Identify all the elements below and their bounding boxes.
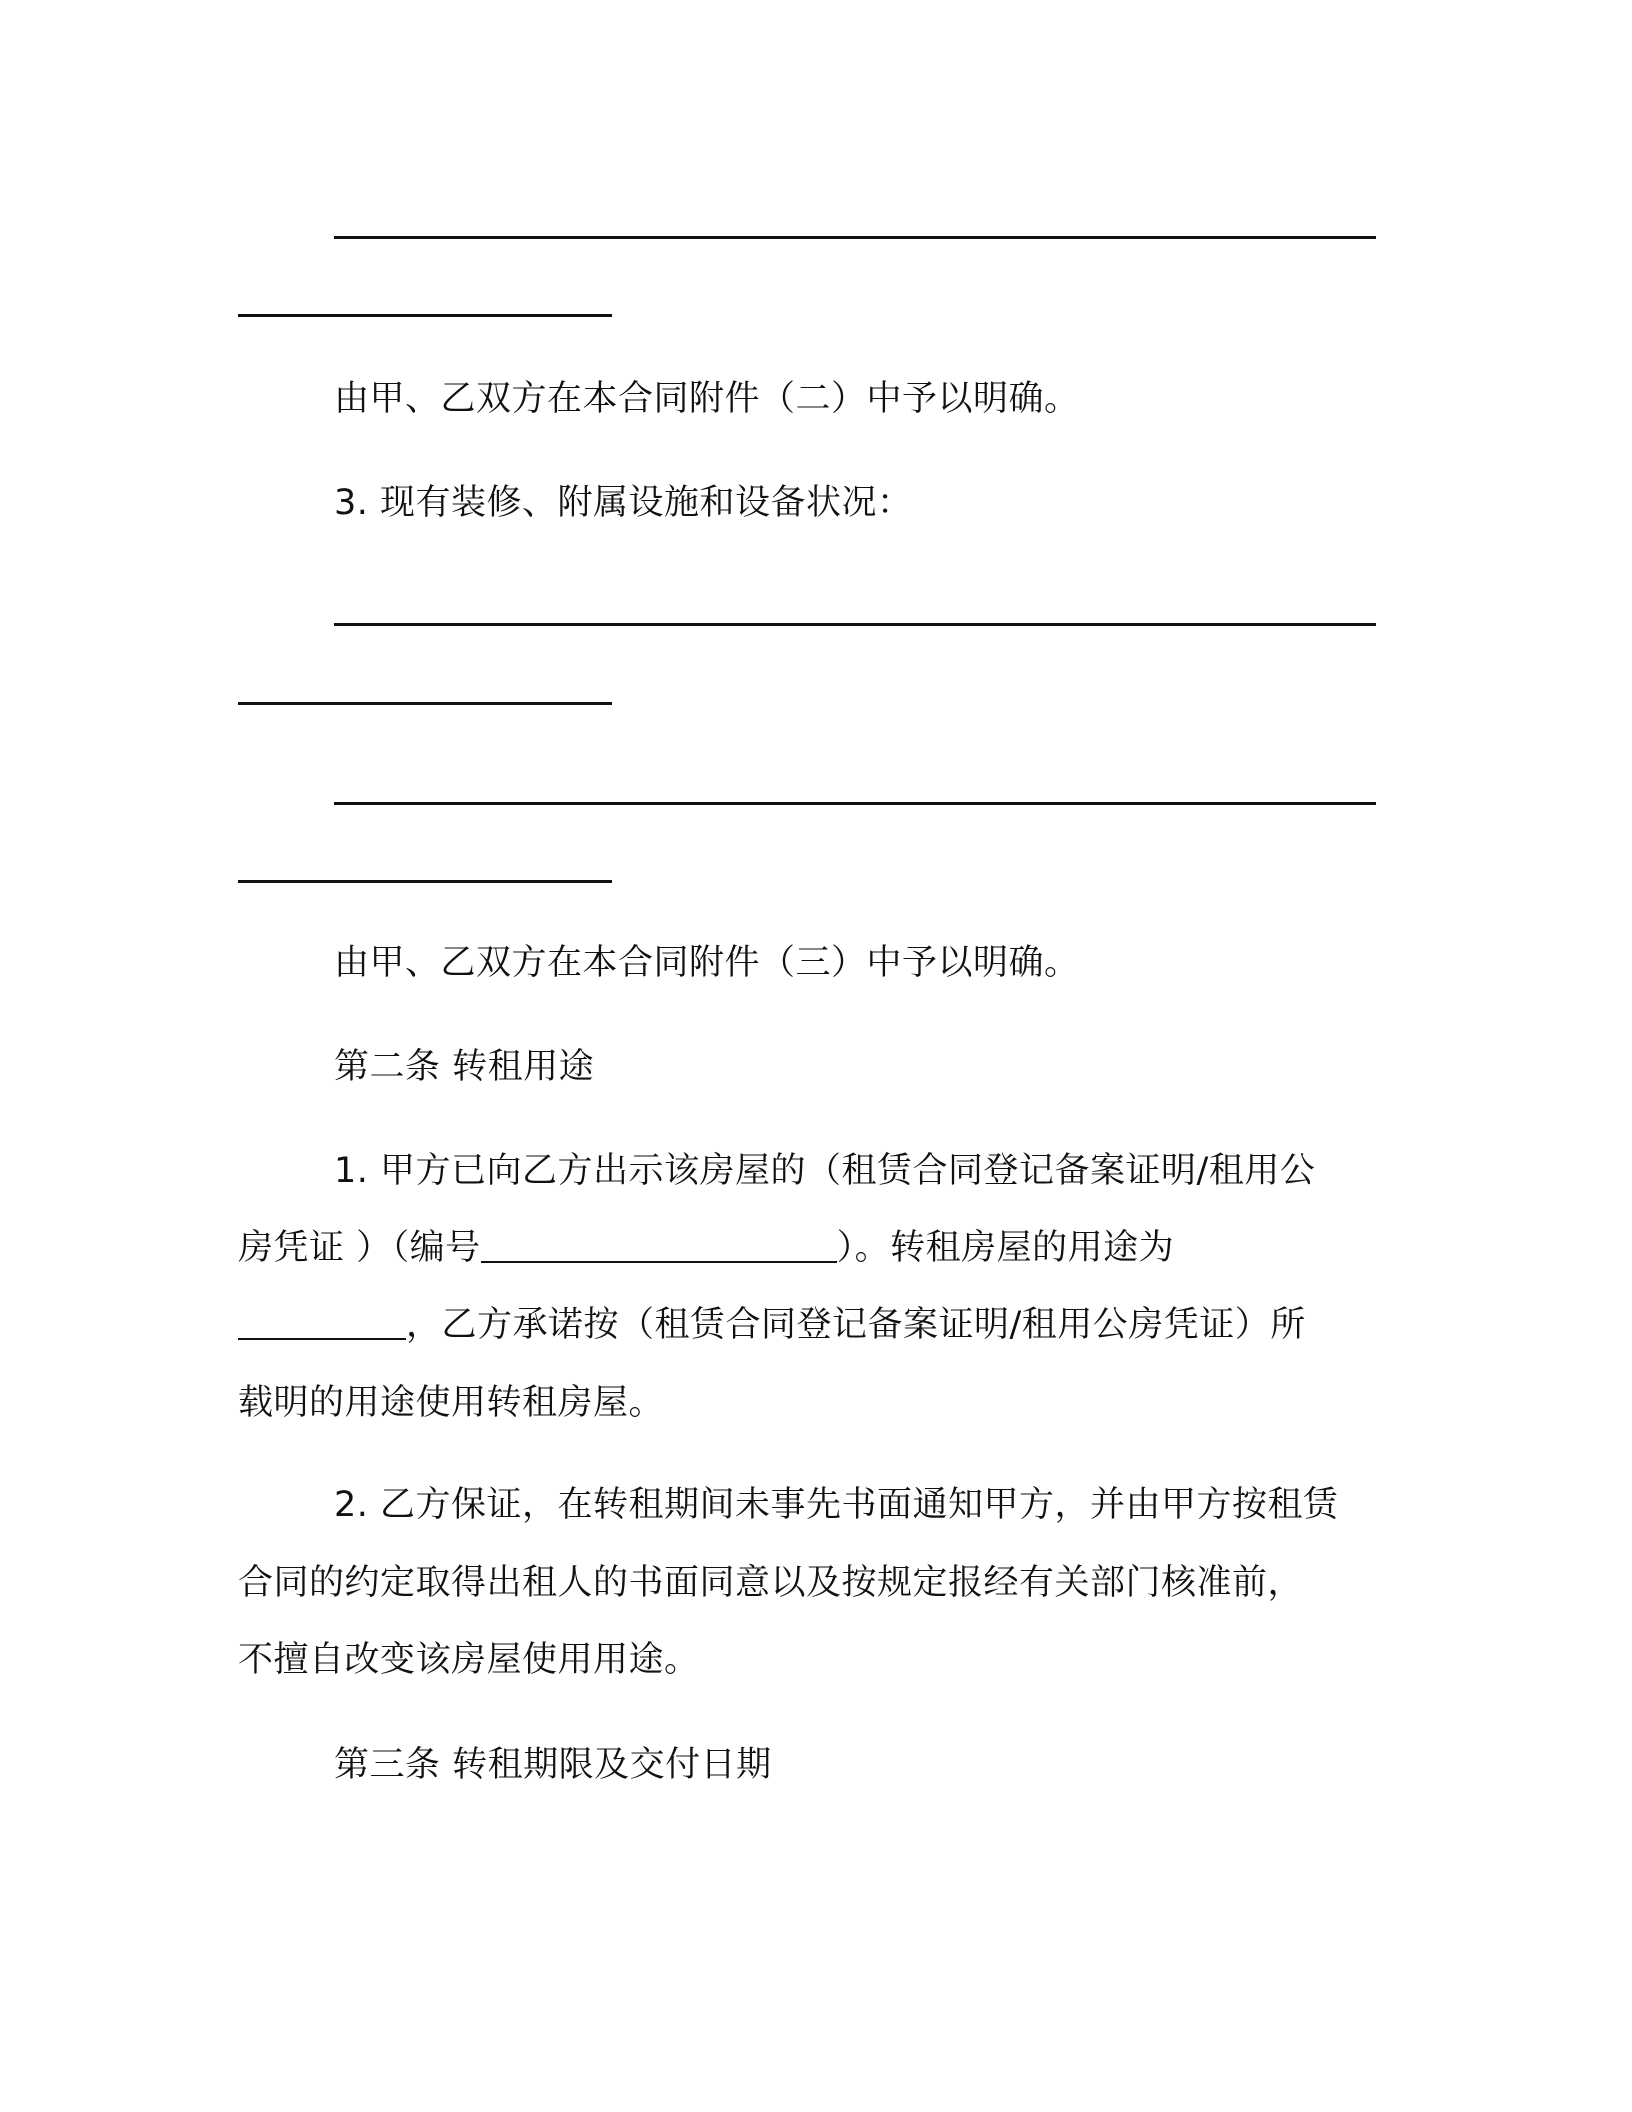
article-3-title: 第三条 转租期限及交付日期 [334,1745,772,1785]
article-2-para-2-line-2: 合同的约定取得出租人的书面同意以及按规定报经有关部门核准前， [238,1563,1304,1603]
line-2-text-a: 房凭证 ）（编号 [238,1228,481,1268]
usage-blank [238,1338,406,1340]
blank-line [238,880,612,883]
article-2-para-2-line-1: 2. 乙方保证，在转租期间未事先书面通知甲方，并由甲方按租赁 [334,1485,1339,1525]
blank-line [334,802,1376,805]
line-3-text: ，乙方承诺按（租赁合同登记备案证明/租用公房凭证）所 [406,1305,1306,1345]
number-blank [481,1261,837,1263]
article-2-para-1-line-2 [238,1225,1174,1271]
blank-line [334,623,1376,626]
blank-line [334,236,1376,239]
article-2-para-1-line-3 [238,1302,1306,1348]
line-2-text-b: ）。转租房屋的用途为 [836,1228,1175,1268]
paragraph-item-3: 3. 现有装修、附属设施和设备状况： [334,483,913,523]
article-2-para-2-line-3: 不擅自改变该房屋使用用途。 [238,1640,700,1680]
blank-line [238,702,612,705]
paragraph-appendix-3: 由甲、乙双方在本合同附件（三）中予以明确。 [334,943,1080,983]
paragraph-appendix-2: 由甲、乙双方在本合同附件（二）中予以明确。 [334,379,1080,419]
article-2-para-1-line-1: 1. 甲方已向乙方出示该房屋的（租赁合同登记备案证明/租用公 [334,1151,1316,1191]
blank-line [238,314,612,317]
article-2-para-1-line-4: 载明的用途使用转租房屋。 [238,1383,665,1423]
article-2-title: 第二条 转租用途 [334,1047,595,1087]
